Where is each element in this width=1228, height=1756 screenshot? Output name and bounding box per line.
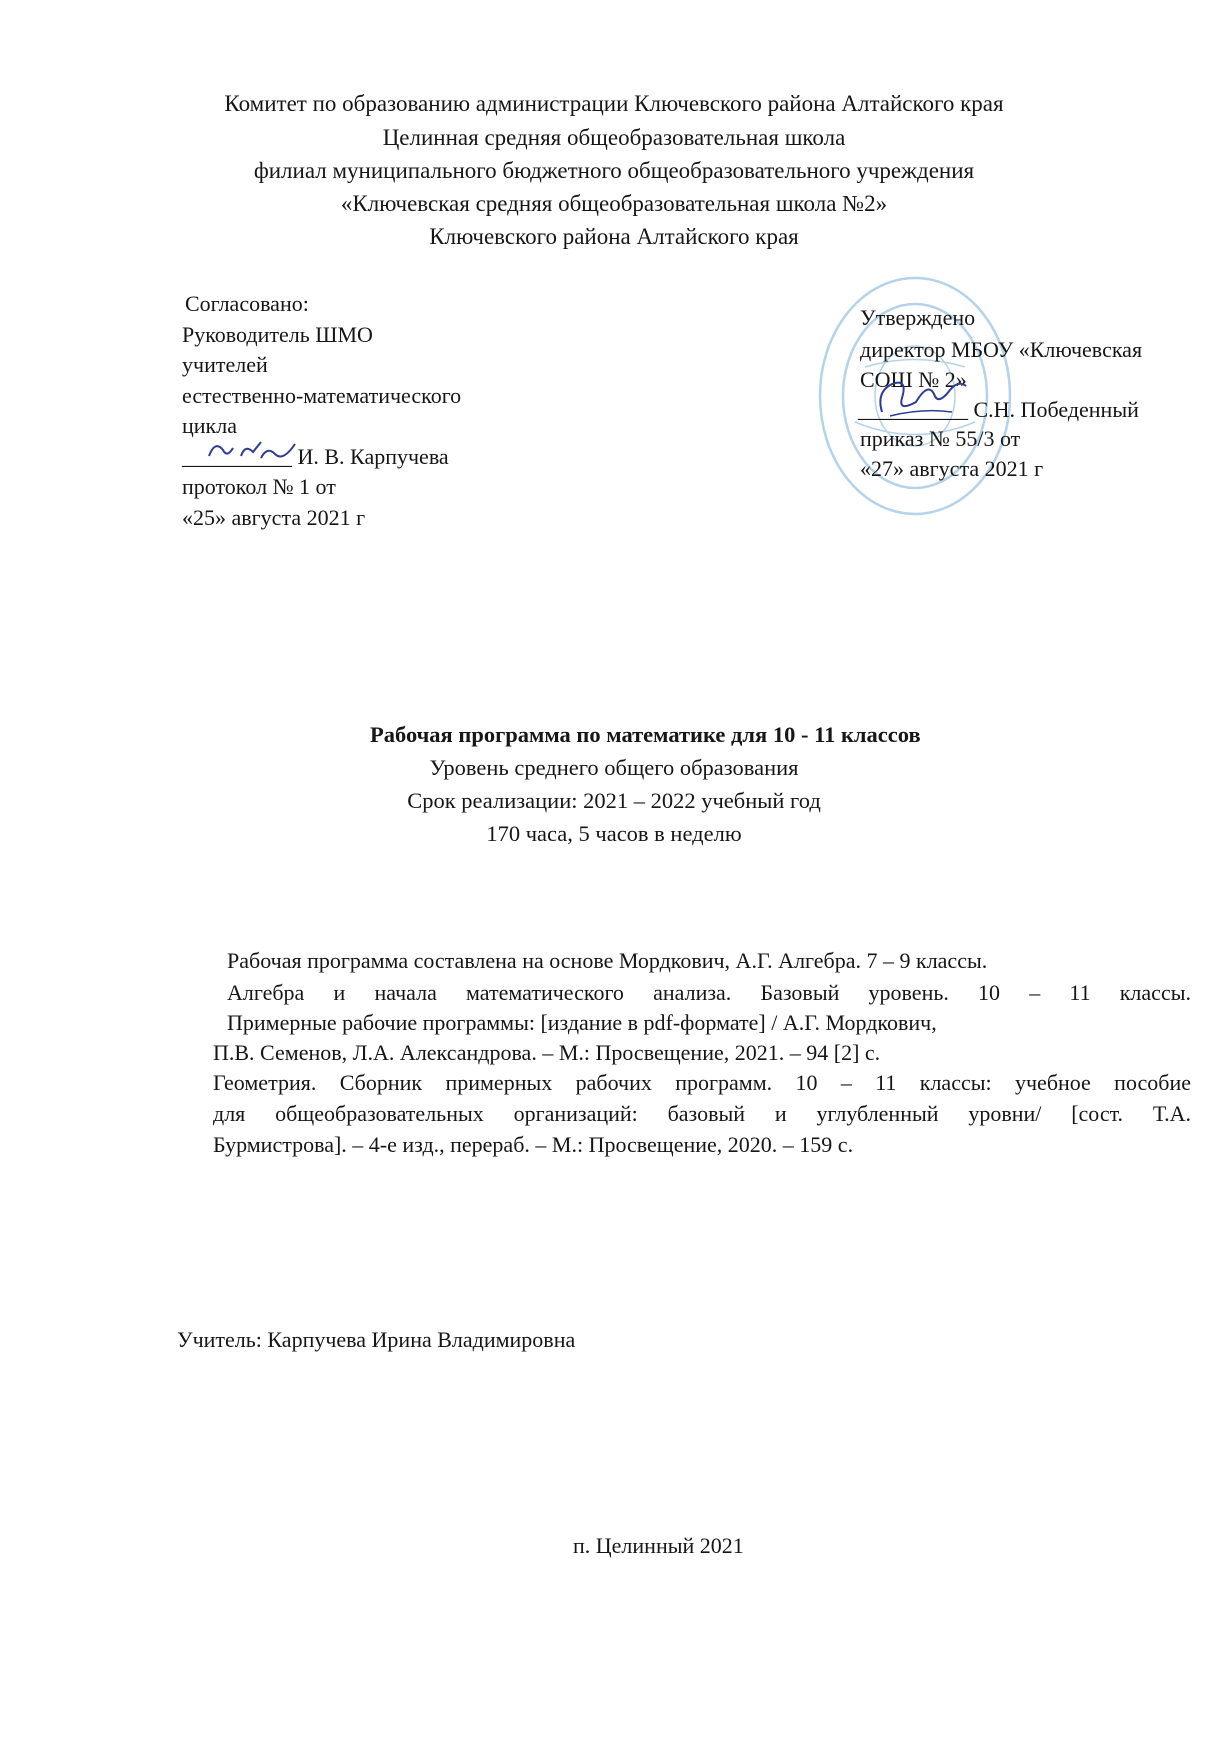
- basis-line-6: для общеобразовательных организаций: базовый и углубленный уровни/ [сост. Т.А.: [213, 1101, 1191, 1126]
- program-term: Срок реализации: 2021 – 2022 учебный год: [407, 788, 821, 813]
- agreed-line-8: «25» августа 2021 г: [182, 505, 366, 530]
- basis-line-4: П.В. Семенов, Л.А. Александрова. – М.: Просвещение, 2021. – 94 [2] с.: [213, 1040, 881, 1065]
- header-line-4: «Ключевская средняя общеобразовательная школа №2»: [340, 191, 888, 216]
- approved-line-1: Утверждено: [860, 305, 976, 330]
- header-line-5: Ключевского района Алтайского края: [429, 224, 799, 249]
- agreed-line-3: учителей: [182, 352, 268, 377]
- basis-line-5: Геометрия. Сборник примерных рабочих программ. 10 – 11 классы: учебное пособие: [213, 1070, 1191, 1095]
- header-line-1: Комитет по образованию администрации Ключевского района Алтайского края: [224, 91, 1004, 116]
- agreed-line-5: цикла: [182, 413, 237, 438]
- approved-line-6: «27» августа 2021 г: [860, 456, 1044, 481]
- approved-line-2: директор МБОУ «Ключевская: [860, 337, 1143, 362]
- program-level: Уровень среднего общего образования: [429, 755, 799, 780]
- basis-line-3: Примерные рабочие программы: [издание в pdf-формате] / А.Г. Мордкович,: [227, 1010, 937, 1035]
- basis-line-2: Алгебра и начала математического анализа. Базовый уровень. 10 – 11 классы.: [227, 980, 1191, 1005]
- basis-line-7: Бурмистрова]. – 4-е изд., перераб. – М.: Просвещение, 2020. – 159 с.: [213, 1132, 854, 1157]
- program-title: Рабочая программа по математике для 10 - 11 классов: [370, 722, 921, 747]
- signature-right-icon: [872, 372, 972, 422]
- agreed-line-4: естественно-математического: [182, 383, 462, 408]
- agreed-line-6: __________ И. В. Карпучева: [182, 444, 449, 469]
- signature-left-icon: [205, 436, 300, 468]
- approved-line-5: приказ № 55/3 от: [860, 426, 1021, 451]
- header-line-2: Целинная средняя общеобразовательная школа: [382, 125, 846, 150]
- basis-line-1: Рабочая программа составлена на основе Мордкович, А.Г. Алгебра. 7 – 9 классы.: [227, 948, 988, 973]
- agreed-line-2: Руководитель ШМО: [182, 322, 373, 347]
- header-line-3: филиал муниципального бюджетного общеобразовательного учреждения: [253, 158, 975, 183]
- footer-place-year: п. Целинный 2021: [573, 1533, 744, 1558]
- program-hours: 170 часа, 5 часов в неделю: [486, 821, 742, 846]
- agreed-line-7: протокол № 1 от: [182, 474, 336, 499]
- agreed-line-1: Согласовано:: [185, 291, 309, 316]
- approved-line-3: СОШ № 2»: [860, 367, 967, 392]
- approved-line-4: __________ С.Н. Победенный: [858, 397, 1139, 422]
- teacher-name: Учитель: Карпучева Ирина Владимировна: [177, 1327, 576, 1352]
